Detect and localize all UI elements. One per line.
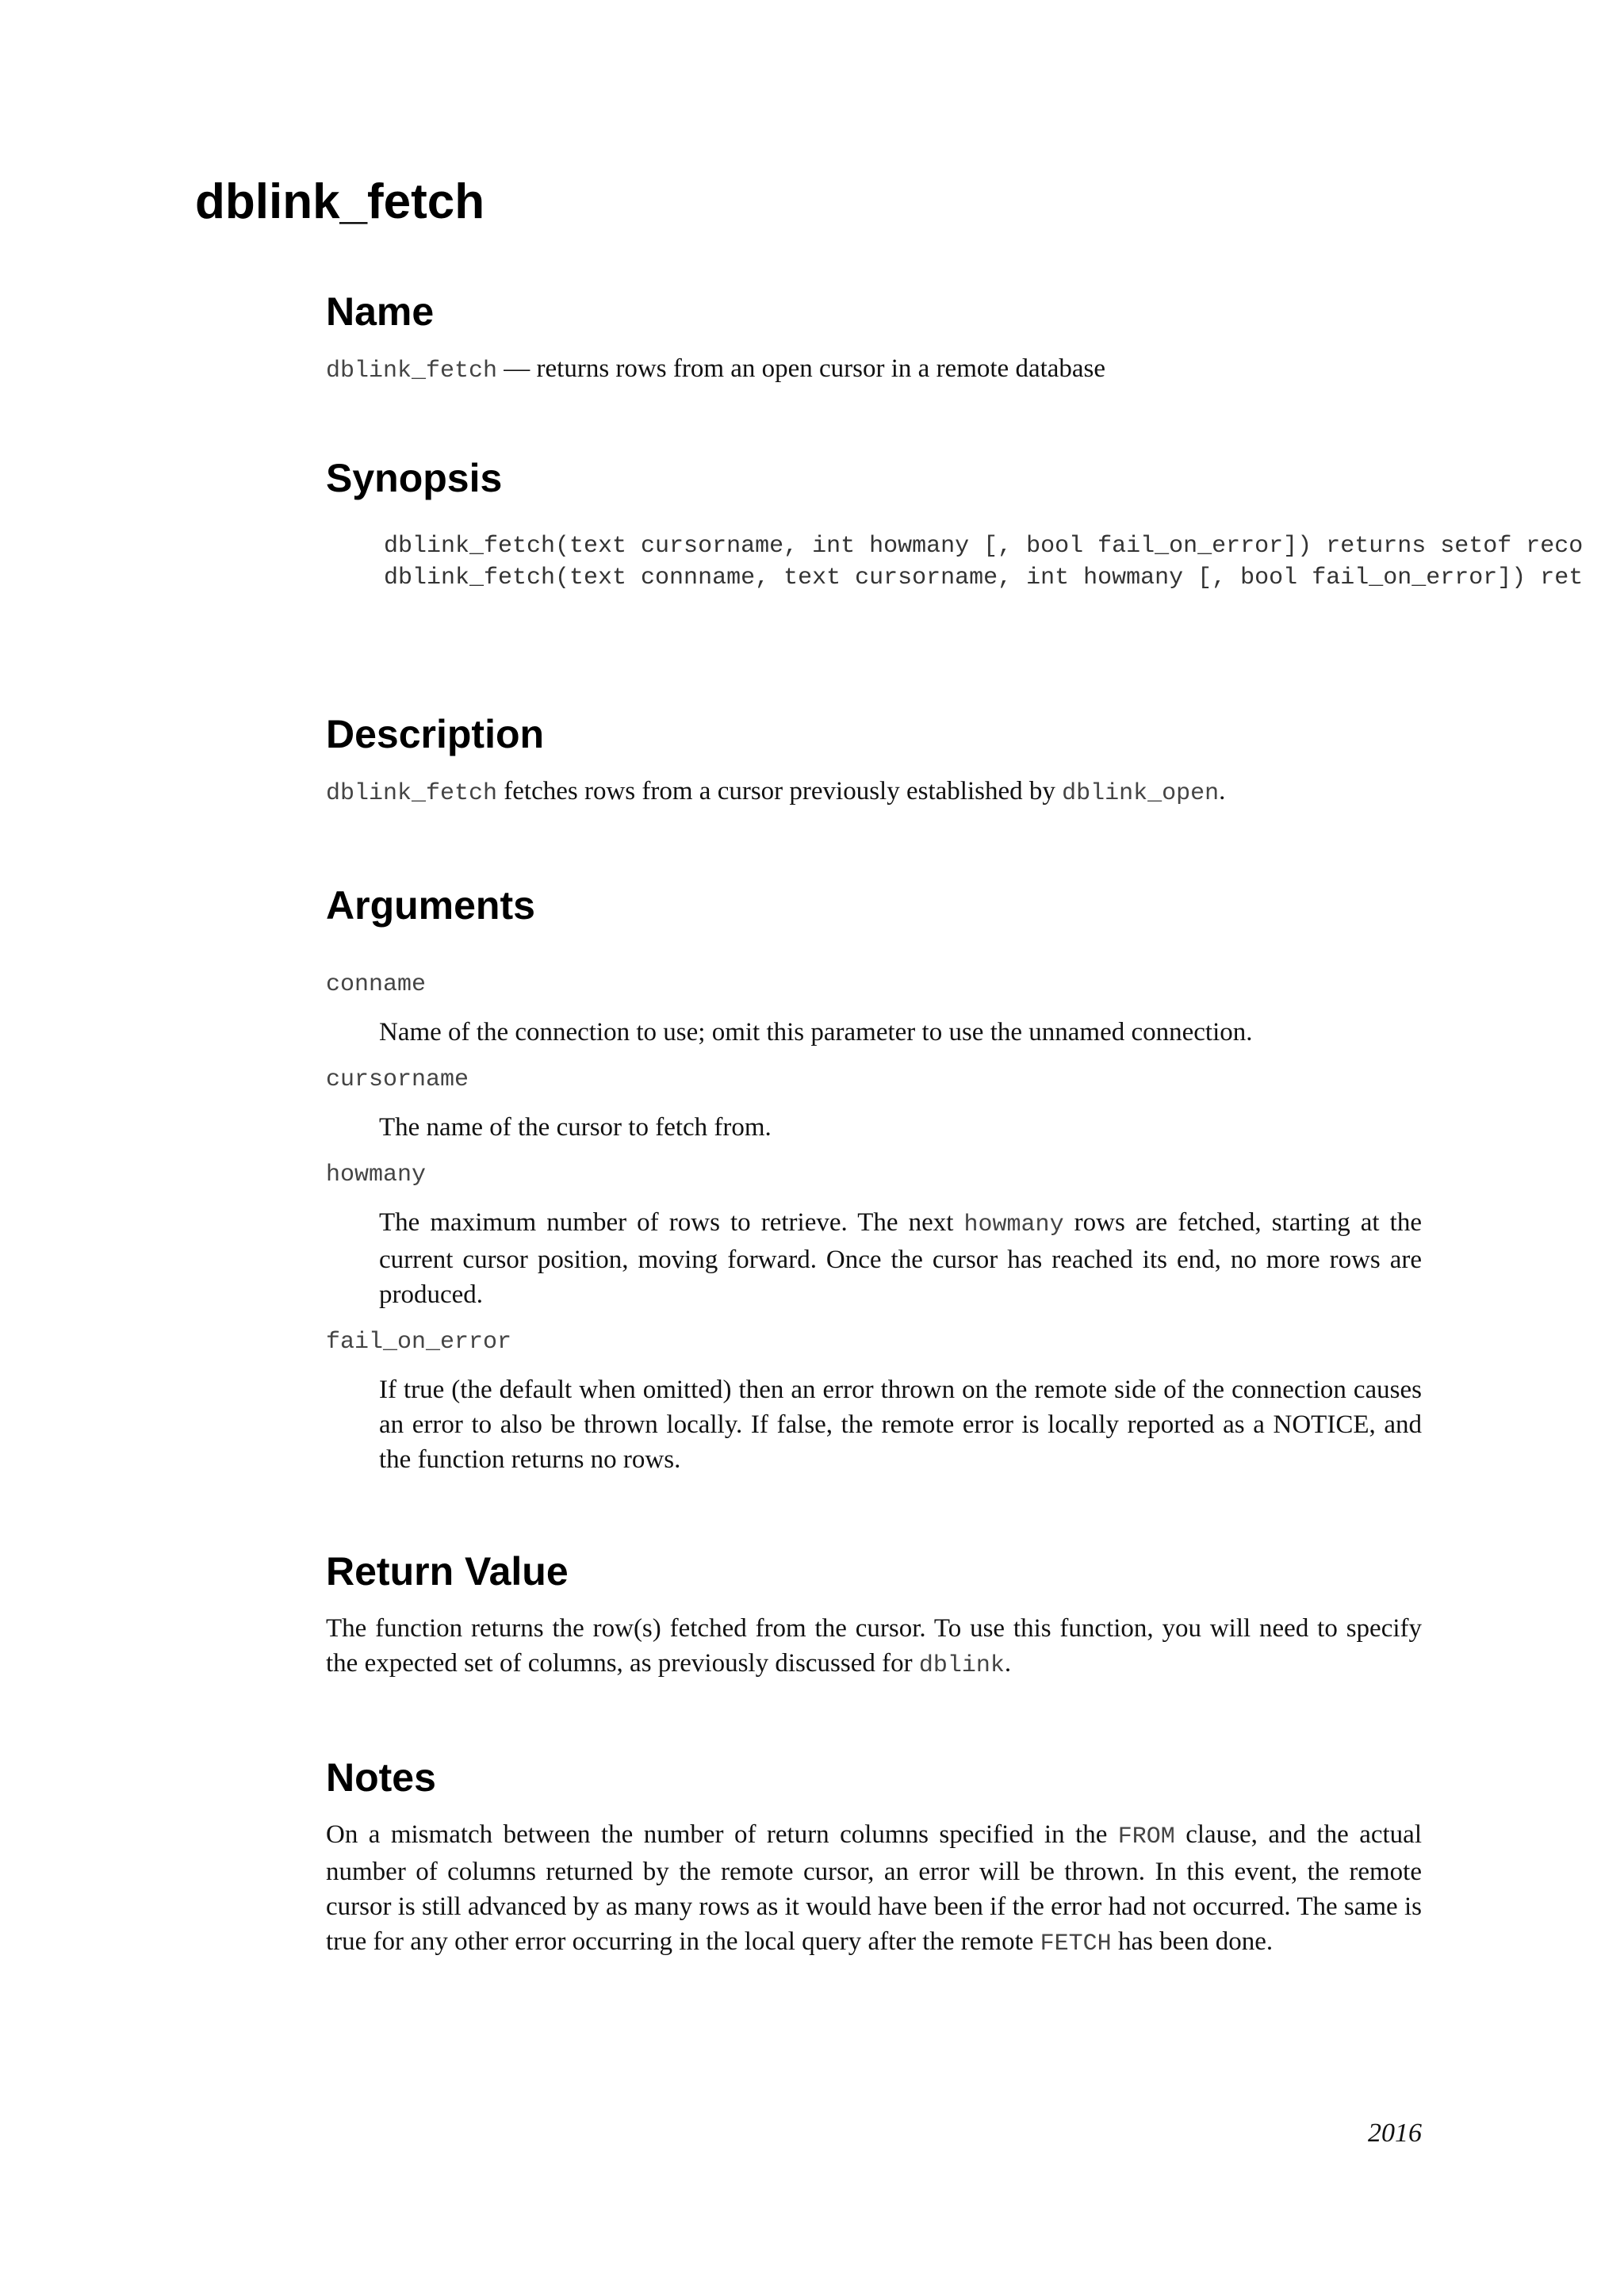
return-text: The function returns the row(s) fetched from the cursor. To use this function, you will need to specify the expected set of columns, as previously discussed for xyxy=(326,1614,1422,1678)
argument-definition xyxy=(379,1015,1422,1050)
arguments-section xyxy=(326,884,1422,1477)
function-name: dblink_fetch xyxy=(326,358,498,385)
return-value-section xyxy=(326,1550,1422,1683)
name-section xyxy=(326,290,1422,388)
inline-code: FROM xyxy=(1117,1823,1175,1850)
inline-code: FETCH xyxy=(1040,1931,1112,1957)
inline-code: dblink xyxy=(918,1652,1005,1679)
notes-text: has been done. xyxy=(1111,1927,1274,1956)
argument-term: howmany xyxy=(326,1161,427,1188)
argument-definition xyxy=(379,1372,1422,1477)
description-paragraph xyxy=(326,774,1422,811)
notes-heading: Notes xyxy=(326,1755,436,1800)
notes-paragraph xyxy=(326,1817,1422,1961)
return-value-paragraph xyxy=(326,1611,1422,1683)
argument-term: conname xyxy=(326,971,427,998)
name-heading: Name xyxy=(326,289,435,334)
inline-code: howmany xyxy=(963,1211,1064,1238)
argument-term: cursorname xyxy=(326,1066,469,1093)
page-title: dblink_fetch xyxy=(195,174,485,229)
inline-code: dblink_open xyxy=(1062,780,1220,807)
argument-text: If true (the default when omitted) then an error thrown on the remote side of the connection causes an error to also be thrown locally. If false, the remote error is locally reported as a NOTICE, and the function returns no rows. xyxy=(379,1376,1422,1474)
argument-definition xyxy=(379,1110,1422,1145)
argument-text: The name of the cursor to fetch from. xyxy=(379,1113,772,1142)
synopsis-section xyxy=(326,456,1584,594)
reference-entry xyxy=(326,289,1584,1961)
notes-section xyxy=(326,1756,1422,1961)
return-text: . xyxy=(1004,1649,1012,1678)
synopsis-code xyxy=(384,530,1624,594)
synopsis-line: dblink_fetch(text connname, text cursorname, int howmany [, bool fail_on_error]) ret xyxy=(384,564,1584,591)
argument-text-part: The maximum number of rows to retrieve. The next xyxy=(379,1208,964,1237)
arguments-heading: Arguments xyxy=(326,883,535,928)
argument-term: fail_on_error xyxy=(326,1329,512,1356)
synopsis-heading: Synopsis xyxy=(326,456,503,500)
name-summary: — returns rows from an open cursor in a remote database xyxy=(497,354,1106,383)
name-paragraph xyxy=(326,351,1422,388)
description-heading: Description xyxy=(326,712,545,756)
argument-definition xyxy=(379,1205,1422,1312)
notes-text: clause, and the actual number of columns returned by the remote cursor, an error will be thrown. In this event, the remote cursor is still advanced by as many rows as it would have been if the error had not occurred. The same is true for any other error occurring in the local query after the remote xyxy=(326,1820,1422,1956)
description-text: . xyxy=(1219,777,1226,806)
description-text: fetches rows from a cursor previously established by xyxy=(497,777,1063,806)
inline-code: dblink_fetch xyxy=(326,780,498,807)
description-section xyxy=(326,713,1422,811)
argument-text xyxy=(379,1205,1422,1312)
argument-text: Name of the connection to use; omit this parameter to use the unnamed connection. xyxy=(379,1018,1253,1047)
notes-text: On a mismatch between the number of return columns specified in the xyxy=(326,1820,1118,1849)
argument-text-part: rows are fetched, starting at the current cursor position, moving forward. Once the cursor has reached its end, no more rows are produced. xyxy=(379,1208,1422,1309)
synopsis-line: dblink_fetch(text cursorname, int howmany [, bool fail_on_error]) returns setof reco xyxy=(384,533,1584,560)
page-number: 2016 xyxy=(1368,2118,1422,2148)
return-value-heading: Return Value xyxy=(326,1549,569,1594)
argument-list xyxy=(326,969,1422,1477)
